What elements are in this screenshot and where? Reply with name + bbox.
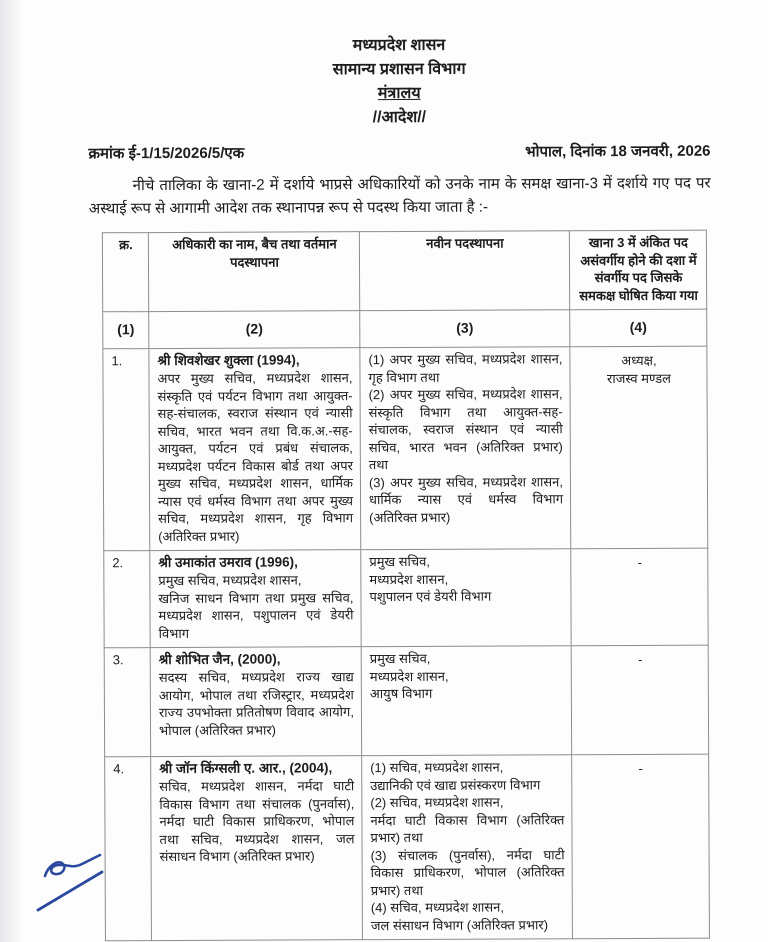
equivalent-post: - (638, 760, 643, 776)
equivalent-post-cell (571, 548, 708, 646)
table-header-row (102, 230, 706, 312)
officer-name: श्री जॉन किंग्सली ए. आर., (2004), (159, 760, 333, 777)
department-name: सामान्य प्रशासन विभाग (332, 60, 466, 79)
officer-cell (150, 550, 361, 648)
signature-slash (38, 872, 102, 910)
reference-number: क्रमांक ई-1/15/2026/5/एक (88, 144, 245, 163)
reference-row (88, 141, 710, 164)
org-name: मध्यप्रदेश शासन (352, 36, 446, 55)
new-posting: प्रमुख सचिव, मध्यप्रदेश शासन, पशुपालन एवं डेयरी विभाग (369, 553, 492, 605)
row-serial: 4. (105, 757, 152, 941)
column-number-row (103, 309, 707, 349)
header-serial: क्र. (102, 233, 148, 312)
document-body (88, 33, 714, 942)
column-number-2: (2) (149, 311, 360, 349)
place-and-date: भोपाल, दिनांक 18 जनवरी, 2026 (525, 142, 711, 161)
equivalent-post-cell (571, 645, 708, 755)
document-header (88, 33, 710, 132)
new-posting: (1) अपर मुख्य सचिव, मध्यप्रदेश शासन, गृह विभाग तथा (2) अपर मुख्य सचिव, मध्यप्रदेश शासन, संस्कृति विभाग तथा आयुक्त-सह-संचालक, स्वराज संस्थान एवं न्यासी सचिव, भारत भवन (अतिरिक्त प्रभार) तथा (3) अपर मुख्य सचिव, मध्यप्रदेश शासन, धार्मिक न्यास एवं धर्मस्व विभाग (अतिरिक्त प्रभार) (368, 351, 564, 525)
new-posting: (1) सचिव, मध्यप्रदेश शासन, उद्यानिकी एवं खाद्य प्रसंस्करण विभाग (2) सचिव, मध्यप्रदेश शासन, नर्मदा घाटी विकास विभाग (अतिरिक्त प्रभार) तथा (3) संचालक (पुनर्वास), नर्मदा घाटी विकास प्राधिकरण, भोपाल (अतिरिक्त प्रभार) तथा (4) सचिव, मध्यप्रदेश शासन, जल संसाधन विभाग (अतिरिक्त प्रभार) (370, 759, 565, 933)
officer-cell (151, 756, 363, 941)
equivalent-post-cell (570, 346, 708, 549)
order-title: //आदेश// (372, 108, 427, 127)
ministry-name: मंत्रालय (377, 84, 421, 103)
current-posting: प्रमुख सचिव, मध्यप्रदेश शासन, खनिज साधन विभाग तथा प्रमुख सचिव, मध्यप्रदेश शासन, पशुपालन एवं डेयरी विभाग (158, 572, 354, 641)
table-row (104, 645, 708, 757)
table-row (103, 346, 708, 551)
equivalent-post-cell (572, 754, 710, 939)
new-posting-cell (360, 347, 571, 550)
row-serial: 3. (104, 648, 150, 757)
column-number-4: (4) (570, 309, 707, 347)
current-posting: सचिव, मध्यप्रदेश शासन, नर्मदा घाटी विकास विभाग तथा संचालक (पुनर्वास), नर्मदा घाटी विकास प्राधिकरण, भोपाल तथा सचिव, मध्यप्रदेश शासन, जल संसाधन विभाग (अतिरिक्त प्रभार) (159, 778, 355, 865)
officer-name: श्री शोभित जैन, (2000), (158, 651, 281, 668)
new-posting-cell (362, 755, 573, 940)
handwritten-signature-mark (20, 845, 130, 917)
order-intro-paragraph: नीचे तालिका के खाना-2 में दर्शाये भाप्रसे अधिकारियों को उनके नाम के समक्ष खाना-3 में दर्शाये गए पद पर अस्थाई रूप से आगामी आदेश तक स्थानापन्न रूप से पदस्थ किया जाता है :- (88, 174, 711, 218)
officer-name: श्री शिवशेखर शुक्ला (1994), (157, 352, 300, 369)
column-number-1: (1) (103, 312, 149, 349)
header-equivalent-post: खाना 3 में अंकित पद असंवर्गीय होने की दशा में संवर्गीय पद जिसके समकक्ष घोषित किया गया (569, 230, 706, 310)
table-row (105, 754, 710, 941)
row-serial: 2. (104, 551, 150, 648)
signature-scribble (45, 855, 100, 876)
header-officer-name: अधिकारी का नाम, बैच तथा वर्तमान पदस्थापना (148, 232, 359, 312)
new-posting: प्रमुख सचिव, मध्यप्रदेश शासन, आयुष विभाग (369, 650, 449, 702)
current-posting: सदस्य सचिव, मध्यप्रदेश राज्य खाद्य आयोग, भोपाल तथा रजिस्ट्रार, मध्यप्रदेश राज्य उपभोक्ता प्रतितोषण विवाद आयोग, भोपाल (अतिरिक्त प्रभार) (158, 669, 354, 738)
table-row (104, 548, 708, 648)
posting-order-table (102, 230, 710, 942)
column-number-3: (3) (360, 310, 570, 348)
equivalent-post: - (637, 554, 643, 570)
officer-name: श्री उमाकांत उमराव (1996), (158, 554, 298, 571)
equivalent-post: अध्यक्ष, राजस्व मण्डल (606, 352, 672, 386)
new-posting-cell (361, 646, 571, 756)
new-posting-cell (361, 549, 571, 647)
current-posting: अपर मुख्य सचिव, मध्यप्रदेश शासन, संस्कृति एवं पर्यटन विभाग तथा आयुक्त-सह-संचालक, स्वराज संस्थान एवं न्यासी सचिव, भारत भवन तथा वि.क.अ.-सह-आयुक्त, पर्यटन एवं प्रबंध संचालक, मध्यप्रदेश पर्यटन विकास बोर्ड तथा अपर मुख्य सचिव, मध्यप्रदेश शासन, धार्मिक न्यास एवं धर्मस्व विभाग तथा अपर मुख्य सचिव, मध्यप्रदेश शासन, गृह विभाग (अतिरिक्त प्रभार) (157, 370, 354, 544)
page-edge-shadow (0, 0, 22, 942)
equivalent-post: - (638, 651, 643, 667)
officer-cell (149, 348, 361, 551)
header-new-posting: नवीन पदस्थापना (359, 231, 569, 311)
officer-cell (150, 647, 361, 757)
row-serial: 1. (103, 349, 150, 551)
